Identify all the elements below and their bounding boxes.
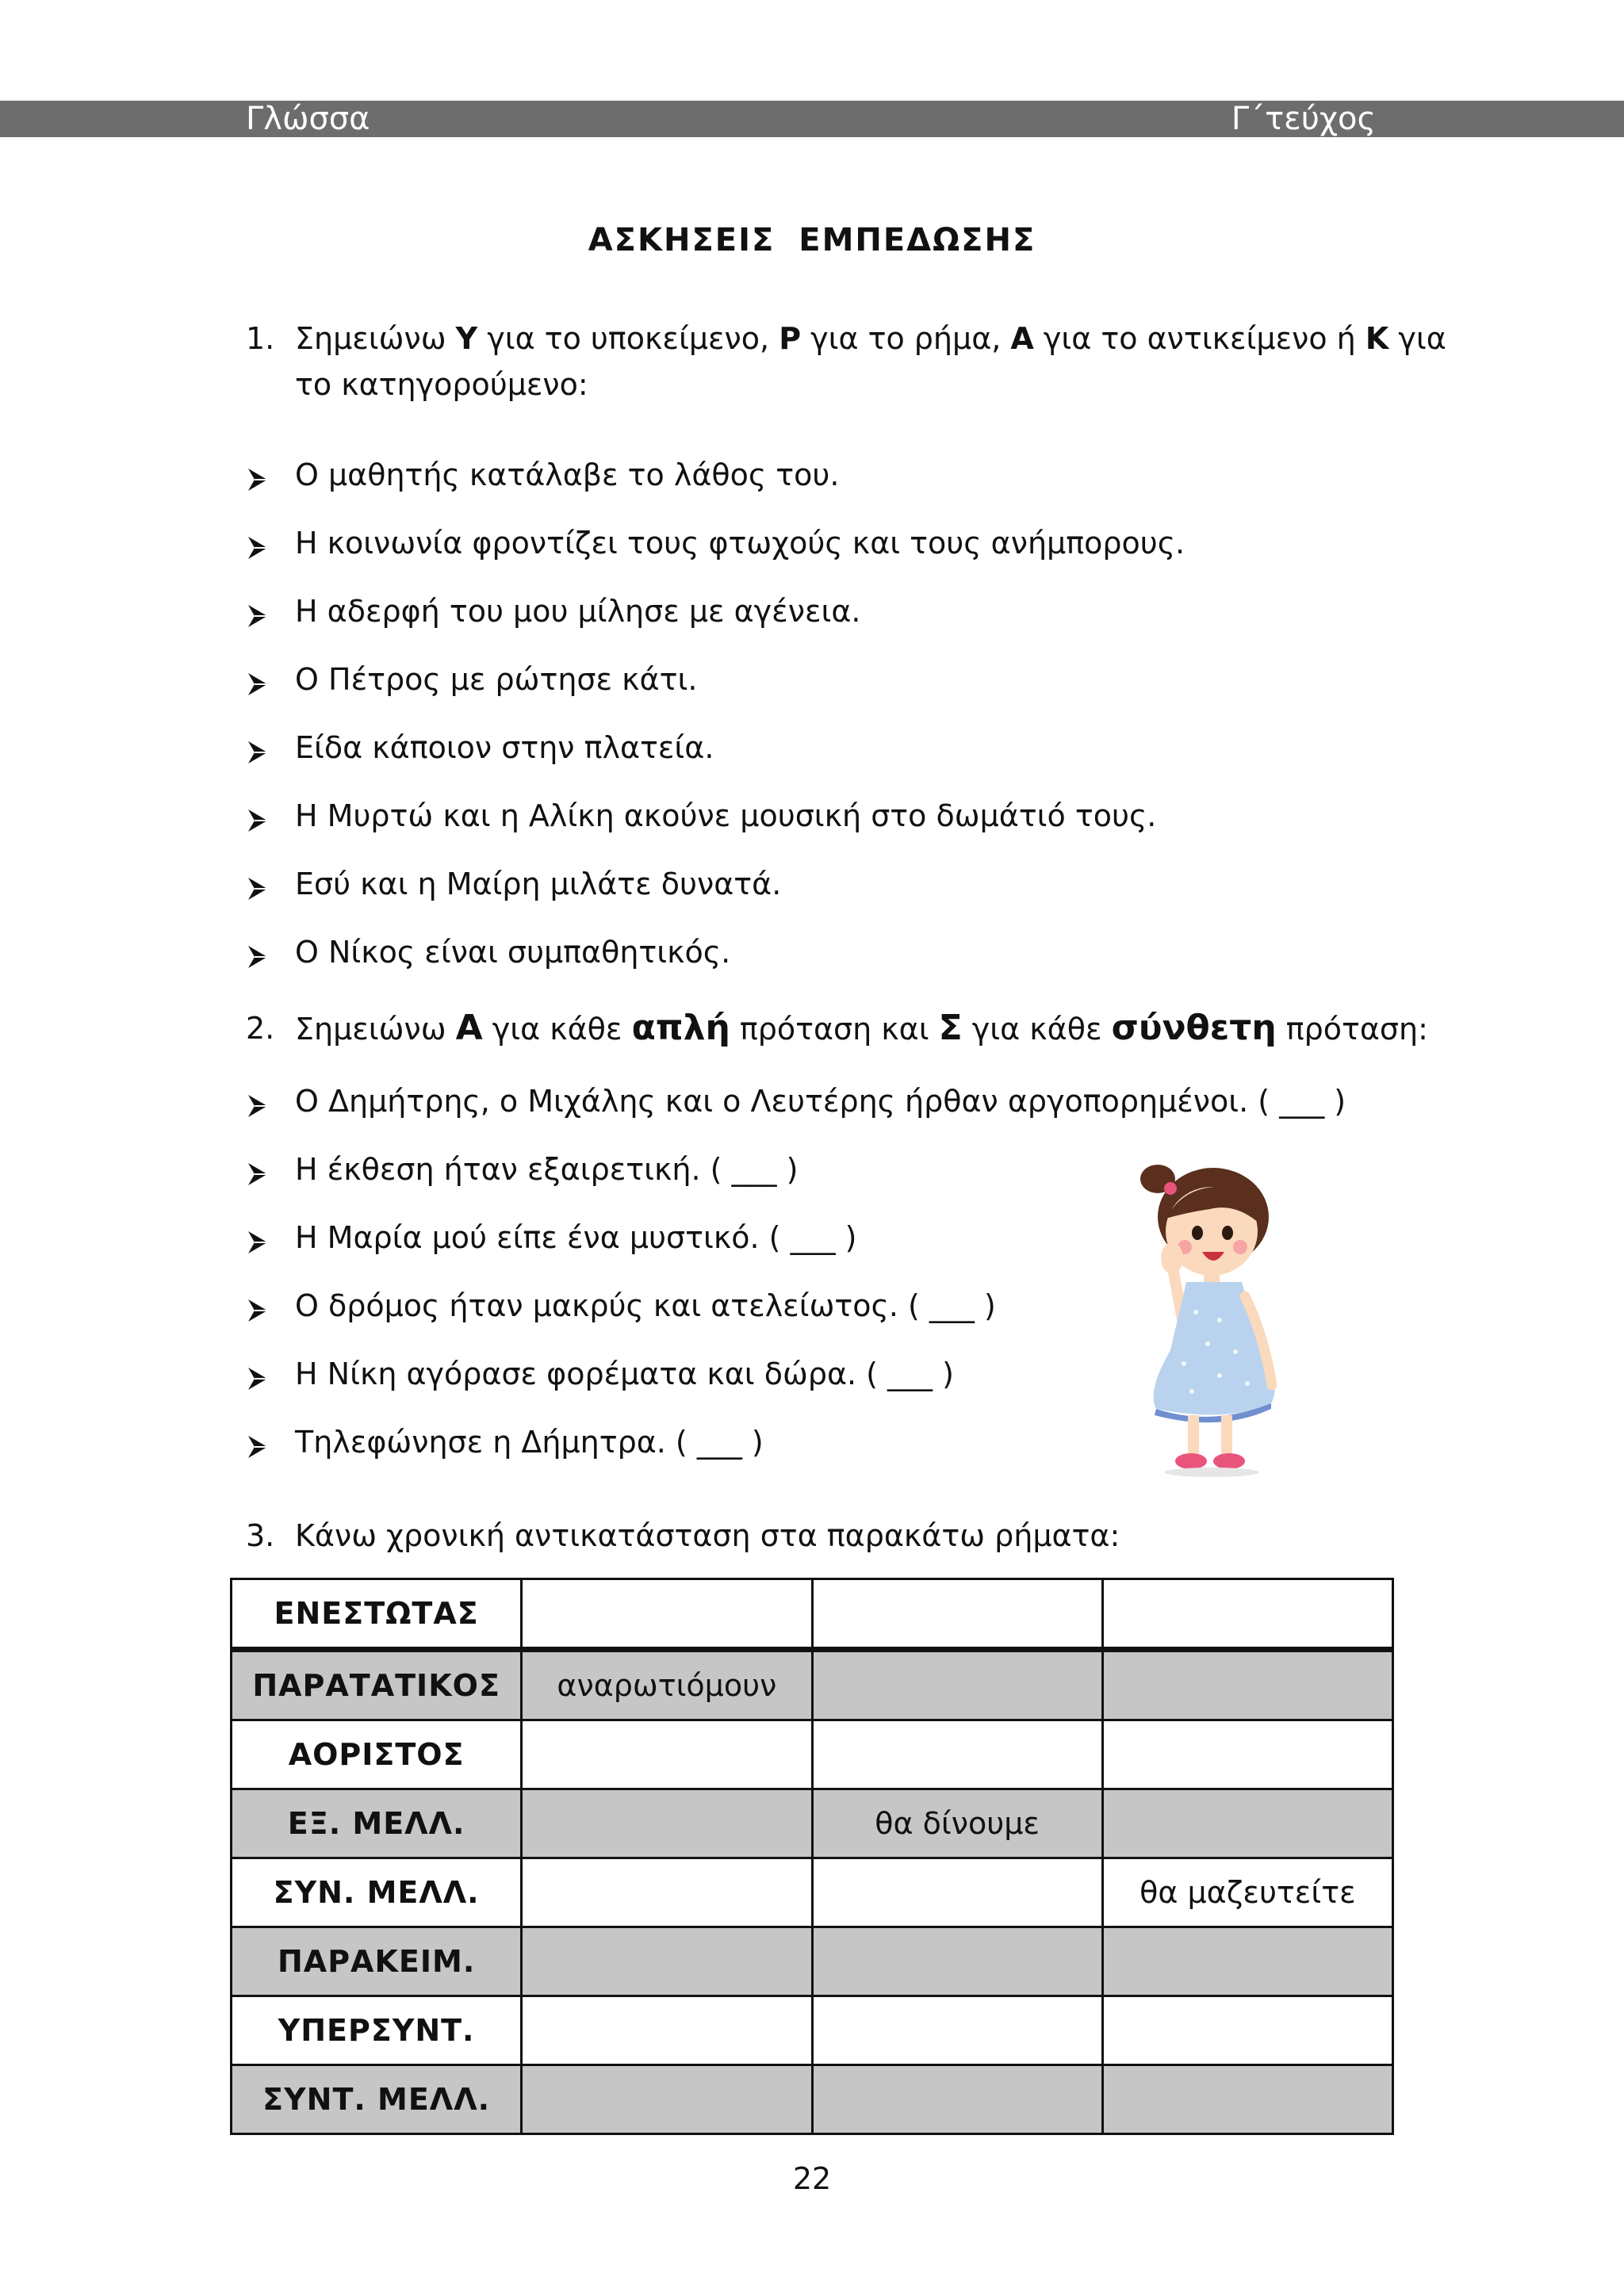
table-row: [232, 1927, 1393, 1996]
answer-cell[interactable]: [522, 1996, 812, 2065]
answer-cell[interactable]: [812, 1650, 1102, 1720]
tense-label: ΠΑΡΑΤΑΤΙΚΟΣ: [232, 1650, 522, 1720]
list-item-text: Η Νίκη αγόρασε φορέματα και δώρα. ( ___ ): [295, 1357, 954, 1391]
table-row: [232, 1789, 1393, 1858]
answer-cell[interactable]: [812, 1720, 1102, 1789]
answer-cell[interactable]: [1102, 1650, 1392, 1720]
question-3-line: Κάνω χρονική αντικατάσταση στα παρακάτω ρήματα:: [295, 1518, 1120, 1553]
list-item-text: Ο δρόμος ήταν μακρύς και ατελείωτος. ( ___ ): [295, 1288, 996, 1323]
tense-label: ΥΠΕΡΣΥΝΤ.: [232, 1996, 522, 2065]
list-item-text: Ο Πέτρος με ρώτησε κάτι.: [295, 662, 698, 697]
arrow-bullet-icon: [246, 1361, 270, 1387]
tense-label: ΣΥΝΤ. ΜΕΛΛ.: [232, 2065, 522, 2134]
tense-label: ΕΝΕΣΤΩΤΑΣ: [232, 1579, 522, 1650]
arrow-bullet-icon: [246, 871, 270, 897]
answer-cell[interactable]: [522, 2065, 812, 2134]
list-item-text: Η κοινωνία φροντίζει τους φτωχούς και τους ανήμπορους.: [295, 526, 1185, 561]
table-row: [232, 1579, 1393, 1650]
arrow-bullet-icon: [246, 1089, 270, 1114]
arrow-bullet-icon: [246, 735, 270, 760]
answer-cell[interactable]: [812, 1858, 1102, 1927]
arrow-bullet-icon: [246, 667, 270, 692]
answer-cell[interactable]: [1102, 1579, 1392, 1650]
verb-tense-table: [230, 1578, 1394, 2135]
answer-cell[interactable]: [1102, 1720, 1392, 1789]
header-subject: Γλώσσα: [246, 101, 370, 137]
header-volume: Γ΄τεύχος: [1231, 101, 1376, 137]
answer-cell[interactable]: [1102, 1996, 1392, 2065]
arrow-bullet-icon: [246, 462, 270, 488]
question-number: 2.: [246, 1011, 275, 1046]
answer-cell[interactable]: [1102, 2065, 1392, 2134]
tense-label: ΠΑΡΑΚΕΙΜ.: [232, 1927, 522, 1996]
girl-illustration: [1109, 1154, 1307, 1487]
header-bar: [0, 101, 1624, 137]
answer-cell[interactable]: θα δίνουμε: [812, 1789, 1102, 1858]
question-number: 3.: [246, 1518, 275, 1553]
arrow-bullet-icon: [246, 803, 270, 828]
answer-cell[interactable]: [812, 2065, 1102, 2134]
page-number: 22: [792, 2161, 832, 2196]
tense-label: ΑΟΡΙΣΤΟΣ: [232, 1720, 522, 1789]
answer-cell[interactable]: [522, 1927, 812, 1996]
tense-label: ΣΥΝ. ΜΕΛΛ.: [232, 1858, 522, 1927]
answer-cell[interactable]: [812, 1579, 1102, 1650]
table-row: [232, 1650, 1393, 1720]
answer-cell[interactable]: [812, 1996, 1102, 2065]
list-item-text: Εσύ και η Μαίρη μιλάτε δυνατά.: [295, 867, 782, 901]
list-item-text: Ο μαθητής κατάλαβε το λάθος του.: [295, 457, 840, 492]
list-item-text: Η έκθεση ήταν εξαιρετική. ( ___ ): [295, 1152, 799, 1187]
arrow-bullet-icon: [246, 1293, 270, 1318]
table-row: [232, 1858, 1393, 1927]
answer-cell[interactable]: θα μαζευτείτε: [1102, 1858, 1392, 1927]
list-item-text: Ο Δημήτρης, ο Μιχάλης και ο Λευτέρης ήρθαν αργοπορημένοι. ( ___ ): [295, 1084, 1346, 1119]
answer-cell[interactable]: [522, 1579, 812, 1650]
answer-cell[interactable]: αναρωτιόμουν: [522, 1650, 812, 1720]
question-1-line-2: το κατηγορούμενο:: [295, 367, 588, 402]
table-row: [232, 2065, 1393, 2134]
question-2-line: Σημειώνω Α για κάθε απλή πρόταση και Σ για κάθε σύνθετη πρόταση:: [295, 1008, 1428, 1048]
arrow-bullet-icon: [246, 1429, 270, 1455]
arrow-bullet-icon: [246, 530, 270, 556]
list-item-text: Η αδερφή του μου μίλησε με αγένεια.: [295, 594, 861, 629]
question-1-line-1: Σημειώνω Υ για το υποκείμενο, Ρ για το ρήμα, Α για το αντικείμενο ή Κ για: [295, 321, 1446, 356]
arrow-bullet-icon: [246, 599, 270, 624]
answer-cell[interactable]: [522, 1858, 812, 1927]
table-row: [232, 1996, 1393, 2065]
tense-label: ΕΞ. ΜΕΛΛ.: [232, 1789, 522, 1858]
list-item-text: Τηλεφώνησε η Δήμητρα. ( ___ ): [295, 1425, 764, 1460]
answer-cell[interactable]: [522, 1720, 812, 1789]
answer-cell[interactable]: [812, 1927, 1102, 1996]
answer-cell[interactable]: [522, 1789, 812, 1858]
arrow-bullet-icon: [246, 939, 270, 965]
list-item-text: Ο Νίκος είναι συμπαθητικός.: [295, 935, 731, 970]
arrow-bullet-icon: [246, 1157, 270, 1182]
list-item-text: Είδα κάποιον στην πλατεία.: [295, 730, 714, 765]
answer-cell[interactable]: [1102, 1927, 1392, 1996]
page-title: ΑΣΚΗΣΕΙΣ ΕΜΠΕΔΩΣΗΣ: [588, 222, 1036, 258]
table-row: [232, 1720, 1393, 1789]
list-item-text: Η Μυρτώ και η Αλίκη ακούνε μουσική στο δωμάτιό τους.: [295, 798, 1157, 833]
answer-cell[interactable]: [1102, 1789, 1392, 1858]
list-item-text: Η Μαρία μού είπε ένα μυστικό. ( ___ ): [295, 1220, 857, 1255]
question-number: 1.: [246, 321, 275, 356]
arrow-bullet-icon: [246, 1225, 270, 1250]
